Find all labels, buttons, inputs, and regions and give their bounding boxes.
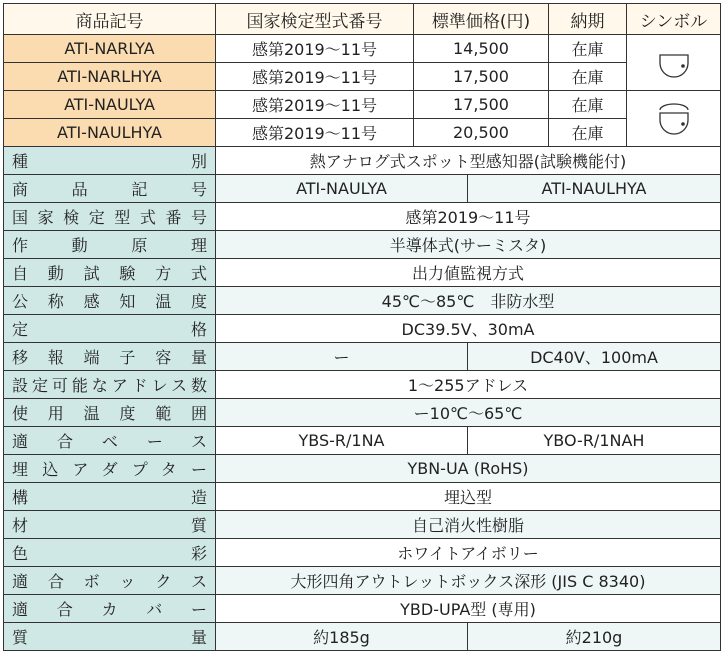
model-cell: ATI-NAULHYA (4, 119, 216, 147)
price-cell: 17,500 (414, 63, 549, 91)
spec-value: ATI-NAULHYA (468, 175, 721, 203)
spec-label: 材質 (4, 511, 216, 539)
spec-label: 種別 (4, 147, 216, 175)
spec-value: YBD-UPA型 (専用) (216, 595, 721, 623)
spec-label: 適合ボックス (4, 567, 216, 595)
model-cell: ATI-NARLHYA (4, 63, 216, 91)
model-table-header (4, 4, 721, 35)
delivery-cell: 在庫 (549, 35, 627, 63)
delivery-cell: 在庫 (549, 91, 627, 119)
spec-value: DC40V、100mA (468, 343, 721, 371)
spec-label: 移報端子容量 (4, 343, 216, 371)
price-cell: 14,500 (414, 35, 549, 63)
spec-value: ー (216, 343, 468, 371)
spec-row (4, 399, 721, 427)
spec-label: 定格 (4, 315, 216, 343)
spec-row (4, 567, 721, 595)
spec-value: 自己消火性樹脂 (216, 511, 721, 539)
spec-value: 約210g (468, 623, 721, 651)
flush-heat-detector-icon (657, 102, 691, 136)
spec-row (4, 231, 721, 259)
spec-value: ATI-NAULYA (216, 175, 468, 203)
spec-row (4, 259, 721, 287)
spec-label: 色彩 (4, 539, 216, 567)
spec-row (4, 595, 721, 623)
spec-row (4, 455, 721, 483)
spec-label: 使用温度範囲 (4, 399, 216, 427)
table-row (4, 119, 721, 147)
spec-row (4, 623, 721, 651)
spec-label: 商品記号 (4, 175, 216, 203)
spec-row (4, 371, 721, 399)
spec-row (4, 343, 721, 371)
spec-row (4, 427, 721, 455)
spec-value: 約185g (216, 623, 468, 651)
table-row (4, 63, 721, 91)
spec-value: 45℃〜85℃ 非防水型 (216, 287, 721, 315)
price-cell: 20,500 (414, 119, 549, 147)
spec-label: 作動原理 (4, 231, 216, 259)
cert-cell: 感第2019〜11号 (216, 35, 414, 63)
symbol-cell (627, 35, 721, 91)
cert-cell: 感第2019〜11号 (216, 91, 414, 119)
delivery-cell: 在庫 (549, 63, 627, 91)
spec-row (4, 511, 721, 539)
spec-label: 自動試験方式 (4, 259, 216, 287)
spec-value: YBS-R/1NA (216, 427, 468, 455)
surface-heat-detector-icon (657, 48, 691, 78)
table-row (4, 35, 721, 63)
spec-label: 公称感知温度 (4, 287, 216, 315)
spec-row (4, 539, 721, 567)
spec-value: 感第2019〜11号 (216, 203, 721, 231)
spec-table (3, 146, 721, 651)
spec-label: 構造 (4, 483, 216, 511)
header-model: 商品記号 (4, 4, 216, 35)
spec-label: 質量 (4, 623, 216, 651)
header-delivery: 納期 (549, 4, 627, 35)
delivery-cell: 在庫 (549, 119, 627, 147)
spec-label: 埋込アダプター (4, 455, 216, 483)
spec-row (4, 147, 721, 175)
spec-value: 熱アナログ式スポット型感知器(試験機能付) (216, 147, 721, 175)
table-row (4, 91, 721, 119)
model-table (3, 3, 721, 147)
spec-row (4, 483, 721, 511)
header-cert: 国家検定型式番号 (216, 4, 414, 35)
header-symbol: シンボル (627, 4, 721, 35)
spec-label: 適合カバー (4, 595, 216, 623)
spec-value: 1〜255アドレス (216, 371, 721, 399)
spec-value: ー10℃〜65℃ (216, 399, 721, 427)
spec-value: ホワイトアイボリー (216, 539, 721, 567)
spec-value: 大形四角アウトレットボックス深形 (JIS C 8340) (216, 567, 721, 595)
spec-label: 設定可能なアドレス数 (4, 371, 216, 399)
cert-cell: 感第2019〜11号 (216, 119, 414, 147)
spec-value: 出力値監視方式 (216, 259, 721, 287)
spec-row (4, 175, 721, 203)
cert-cell: 感第2019〜11号 (216, 63, 414, 91)
spec-label: 国家検定型式番号 (4, 203, 216, 231)
model-cell: ATI-NAULYA (4, 91, 216, 119)
spec-row (4, 287, 721, 315)
model-cell: ATI-NARLYA (4, 35, 216, 63)
spec-value: 埋込型 (216, 483, 721, 511)
spec-value: 半導体式(サーミスタ) (216, 231, 721, 259)
spec-row (4, 203, 721, 231)
spec-value: DC39.5V、30mA (216, 315, 721, 343)
spec-value: YBO-R/1NAH (468, 427, 721, 455)
spec-value: YBN-UA (RoHS) (216, 455, 721, 483)
header-price: 標準価格(円) (414, 4, 549, 35)
symbol-cell (627, 91, 721, 147)
spec-row (4, 315, 721, 343)
spec-label: 適合ベース (4, 427, 216, 455)
price-cell: 17,500 (414, 91, 549, 119)
